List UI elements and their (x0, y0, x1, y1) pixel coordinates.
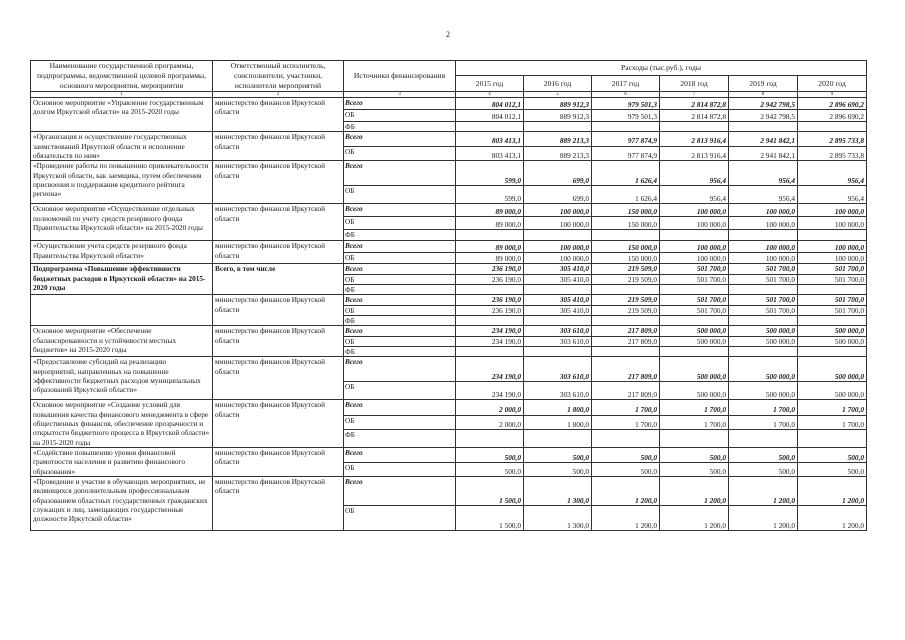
value-cell: 219 509,0 (592, 264, 660, 274)
source-total: Всего (344, 204, 456, 217)
col-index: 7 (660, 92, 729, 98)
value-cell: 305 410,0 (524, 305, 592, 315)
value-cell: 1 200,0 (660, 505, 729, 530)
value-cell: 500 000,0 (729, 336, 798, 346)
value-cell: 2 895 733,8 (798, 146, 867, 161)
value-cell: 500,0 (592, 447, 660, 462)
value-cell: 501 700,0 (798, 305, 867, 315)
value-cell (524, 315, 592, 325)
value-cell: 150 000,0 (592, 241, 660, 253)
value-cell: 2 814 872,8 (660, 98, 729, 110)
source-total: Всего (344, 98, 456, 110)
value-cell: 956,4 (729, 186, 798, 204)
value-cell: 501 700,0 (660, 274, 729, 284)
value-cell: 234 190,0 (456, 382, 524, 400)
row-name: Основное мероприятие «Осуществление отдельных полномочий по учету средств резервного фонда Правительства Иркутской области» на 2015-2020 годы (31, 204, 213, 241)
value-cell (660, 315, 729, 325)
value-cell (660, 346, 729, 356)
value-cell: 2 896 690,2 (798, 98, 867, 110)
value-cell: 305 410,0 (524, 264, 592, 274)
value-cell: 500,0 (456, 462, 524, 476)
source-fb: ФБ (344, 315, 456, 325)
source-total: Всего (344, 326, 456, 336)
value-cell: 2 941 842,1 (729, 132, 798, 146)
value-cell: 979 501,3 (592, 98, 660, 110)
value-cell: 500,0 (798, 447, 867, 462)
value-cell (729, 430, 798, 448)
col-index: 9 (798, 92, 867, 98)
row-responsible: министерство финансов Иркутской области (213, 204, 344, 241)
table-row (31, 447, 867, 462)
source-ob: ОБ (344, 415, 456, 429)
value-cell: 1 200,0 (729, 476, 798, 505)
value-cell (456, 430, 524, 448)
value-cell (798, 315, 867, 325)
col-index: 1 (31, 92, 213, 98)
row-responsible: министерство финансов Иркутской области (213, 98, 344, 132)
value-cell: 2 942 798,5 (729, 98, 798, 110)
value-cell: 2 896 690,2 (798, 110, 867, 122)
col-index: 5 (524, 92, 592, 98)
value-cell: 804 012,1 (456, 110, 524, 122)
value-cell: 100 000,0 (729, 217, 798, 230)
value-cell: 236 190,0 (456, 264, 524, 274)
value-cell: 303 610,0 (524, 336, 592, 346)
row-responsible: министерство финансов Иркутской области (213, 400, 344, 448)
source-total: Всего (344, 241, 456, 253)
value-cell: 1 626,4 (592, 186, 660, 204)
value-cell: 501 700,0 (798, 264, 867, 274)
value-cell: 100 000,0 (660, 241, 729, 253)
value-cell (592, 346, 660, 356)
source-total: Всего (344, 132, 456, 146)
value-cell: 219 509,0 (592, 274, 660, 284)
value-cell: 500,0 (524, 462, 592, 476)
value-cell (524, 284, 592, 294)
col-name-header: Наименование государственной программы, подпрограммы, ведомственной целевой программы, основного мероприятия, мероприятия (31, 61, 213, 92)
table-row (31, 161, 867, 186)
value-cell: 89 000,0 (456, 204, 524, 217)
value-cell (660, 230, 729, 241)
col-index: 3 (344, 92, 456, 98)
value-cell (798, 284, 867, 294)
row-name: «Предоставление субсидий на реализацию мероприятий, направленных на повышение эффективности бюджетных расходов муниципальных образований Иркутской области» (31, 357, 213, 400)
value-cell: 501 700,0 (798, 295, 867, 305)
value-cell: 979 501,3 (592, 110, 660, 122)
value-cell: 1 700,0 (660, 415, 729, 429)
value-cell: 2 000,0 (456, 400, 524, 415)
value-cell: 1 700,0 (798, 400, 867, 415)
value-cell: 956,4 (660, 186, 729, 204)
row-name: «Проведение работы по повышению привлекательности Иркутской области, как заемщика, путем обеспечения присвоения и поддержания кредитного рейтинга региона» (31, 161, 213, 204)
value-cell: 150 000,0 (592, 253, 660, 264)
table-row (31, 204, 867, 217)
source-total: Всего (344, 295, 456, 305)
year-header: 2018 год (660, 76, 729, 92)
row-name: Основное мероприятие «Создание условий для повышения качества финансового менеджмента в сфере общественных финансов, обеспечение прозрачности и открытости бюджетного процесса в Иркутской области» на 2015-2020 годы (31, 400, 213, 448)
table-row (31, 264, 867, 274)
source-fb: ФБ (344, 122, 456, 132)
value-cell: 234 190,0 (456, 336, 524, 346)
value-cell: 100 000,0 (729, 204, 798, 217)
source-ob: ОБ (344, 462, 456, 476)
value-cell: 889 912,3 (524, 110, 592, 122)
value-cell: 977 874,9 (592, 132, 660, 146)
value-cell: 89 000,0 (456, 253, 524, 264)
value-cell: 217 809,0 (592, 326, 660, 336)
source-total: Всего (344, 447, 456, 462)
row-responsible: министерство финансов Иркутской области (213, 132, 344, 161)
value-cell (660, 284, 729, 294)
value-cell: 100 000,0 (660, 253, 729, 264)
value-cell (660, 122, 729, 132)
value-cell: 500,0 (592, 462, 660, 476)
value-cell: 100 000,0 (524, 253, 592, 264)
value-cell: 1 626,4 (592, 161, 660, 186)
value-cell: 500 000,0 (660, 382, 729, 400)
value-cell: 236 190,0 (456, 295, 524, 305)
source-ob: ОБ (344, 336, 456, 346)
source-ob: ОБ (344, 110, 456, 122)
value-cell: 804 012,1 (456, 98, 524, 110)
source-fb: ФБ (344, 230, 456, 241)
source-total: Всего (344, 161, 456, 186)
page-number: 2 (446, 30, 450, 39)
source-fb: ФБ (344, 346, 456, 356)
value-cell (592, 430, 660, 448)
value-cell: 89 000,0 (456, 241, 524, 253)
row-responsible: министерство финансов Иркутской области (213, 357, 344, 400)
value-cell: 2 000,0 (456, 415, 524, 429)
source-ob: ОБ (344, 505, 456, 530)
col-index: 4 (456, 92, 524, 98)
value-cell: 501 700,0 (660, 264, 729, 274)
value-cell (798, 230, 867, 241)
table-row (31, 241, 867, 253)
year-header: 2017 год (592, 76, 660, 92)
table-row (31, 295, 867, 305)
value-cell: 100 000,0 (729, 253, 798, 264)
value-cell: 100 000,0 (524, 217, 592, 230)
value-cell: 500 000,0 (798, 326, 867, 336)
value-cell: 501 700,0 (729, 295, 798, 305)
source-total: Всего (344, 400, 456, 415)
value-cell (660, 430, 729, 448)
table-row (31, 357, 867, 382)
row-name: Основное мероприятие «Обеспечение сбалансированности и устойчивости местных бюджетов» на 2015-2020 годы (31, 326, 213, 357)
value-cell: 2 895 733,8 (798, 132, 867, 146)
row-name: Подпрограмма «Повышение эффективности бюджетных расходов в Иркутской области» на 2015-2020 годы (31, 264, 213, 295)
value-cell: 1 700,0 (592, 415, 660, 429)
table-row (31, 326, 867, 336)
value-cell: 89 000,0 (456, 217, 524, 230)
value-cell: 150 000,0 (592, 217, 660, 230)
value-cell: 303 610,0 (524, 382, 592, 400)
value-cell (524, 122, 592, 132)
value-cell: 501 700,0 (729, 274, 798, 284)
value-cell: 236 190,0 (456, 274, 524, 284)
value-cell: 500 000,0 (798, 336, 867, 346)
col-src-header: Источники финансирования (344, 61, 456, 92)
value-cell (524, 346, 592, 356)
value-cell (456, 284, 524, 294)
value-cell (729, 122, 798, 132)
value-cell: 150 000,0 (592, 204, 660, 217)
value-cell: 1 700,0 (798, 415, 867, 429)
value-cell (729, 346, 798, 356)
value-cell (798, 346, 867, 356)
value-cell: 956,4 (729, 161, 798, 186)
value-cell: 803 413,1 (456, 132, 524, 146)
value-cell (524, 230, 592, 241)
value-cell: 217 809,0 (592, 336, 660, 346)
value-cell: 234 190,0 (456, 326, 524, 336)
value-cell (456, 122, 524, 132)
value-cell: 501 700,0 (729, 305, 798, 315)
value-cell: 100 000,0 (798, 253, 867, 264)
value-cell (592, 284, 660, 294)
source-total: Всего (344, 476, 456, 505)
row-name: «Проведение и участие в обучающих мероприятиях, не являющихся дополнительным профессиональным образованием областных государственных гражданских служащих и лиц, замещающих государственные должности Иркутской области» (31, 476, 213, 530)
value-cell: 1 300,0 (524, 505, 592, 530)
source-ob: ОБ (344, 253, 456, 264)
row-responsible: министерство финансов Иркутской области (213, 447, 344, 476)
value-cell: 500 000,0 (660, 357, 729, 382)
col-index: 8 (729, 92, 798, 98)
value-cell: 1 200,0 (729, 505, 798, 530)
value-cell: 1 500,0 (456, 505, 524, 530)
value-cell: 500 000,0 (798, 382, 867, 400)
value-cell: 501 700,0 (798, 274, 867, 284)
col-index: 2 (213, 92, 344, 98)
value-cell: 500 000,0 (660, 336, 729, 346)
row-name: «Содействие повышению уровня финансовой грамотности населения и развитию финансового образования» (31, 447, 213, 476)
value-cell: 100 000,0 (729, 241, 798, 253)
col-resp-header: Ответственный исполнитель, соисполнители, участники, исполнители мероприятий (213, 61, 344, 92)
source-ob: ОБ (344, 146, 456, 161)
value-cell: 500,0 (729, 447, 798, 462)
value-cell: 1 700,0 (729, 415, 798, 429)
value-cell: 500,0 (660, 447, 729, 462)
expenditure-table (30, 60, 867, 531)
value-cell: 1 700,0 (660, 400, 729, 415)
value-cell: 100 000,0 (660, 217, 729, 230)
value-cell: 956,4 (660, 161, 729, 186)
value-cell: 599,0 (456, 161, 524, 186)
value-cell: 1 800,0 (524, 400, 592, 415)
value-cell: 500 000,0 (729, 326, 798, 336)
col-index: 6 (592, 92, 660, 98)
year-header: 2015 год (456, 76, 524, 92)
row-responsible: министерство финансов Иркутской области (213, 326, 344, 357)
value-cell: 977 874,9 (592, 146, 660, 161)
source-ob: ОБ (344, 305, 456, 315)
row-name (31, 295, 213, 326)
row-name: «Организация и осуществление государственных заимствований Иркутской области и исполнение обязательств по ним» (31, 132, 213, 161)
value-cell: 500 000,0 (729, 382, 798, 400)
table-row (31, 476, 867, 505)
row-responsible: министерство финансов Иркутской области (213, 476, 344, 530)
value-cell: 1 700,0 (592, 400, 660, 415)
value-cell: 803 413,1 (456, 146, 524, 161)
value-cell: 236 190,0 (456, 305, 524, 315)
value-cell: 500 000,0 (729, 357, 798, 382)
value-cell: 500 000,0 (798, 357, 867, 382)
value-cell: 500,0 (798, 462, 867, 476)
value-cell (592, 122, 660, 132)
value-cell: 100 000,0 (524, 204, 592, 217)
value-cell: 2 941 842,1 (729, 146, 798, 161)
row-name: Основное мероприятие «Управление государственным долгом Иркутской области» на 2015-2020 годы (31, 98, 213, 132)
row-name: «Осуществление учета средств резервного фонда Правительства Иркутской области» (31, 241, 213, 264)
value-cell: 2 814 872,8 (660, 110, 729, 122)
value-cell: 100 000,0 (798, 217, 867, 230)
value-cell: 217 809,0 (592, 357, 660, 382)
value-cell: 889 213,3 (524, 146, 592, 161)
source-ob: ОБ (344, 186, 456, 204)
value-cell: 889 912,3 (524, 98, 592, 110)
value-cell: 1 800,0 (524, 415, 592, 429)
value-cell (524, 430, 592, 448)
value-cell (456, 346, 524, 356)
value-cell: 501 700,0 (660, 295, 729, 305)
value-cell: 219 509,0 (592, 295, 660, 305)
value-cell: 889 213,3 (524, 132, 592, 146)
value-cell (592, 230, 660, 241)
value-cell: 956,4 (798, 161, 867, 186)
row-responsible: министерство финансов Иркутской области (213, 241, 344, 264)
value-cell: 500,0 (729, 462, 798, 476)
value-cell: 956,4 (798, 186, 867, 204)
value-cell: 501 700,0 (660, 305, 729, 315)
year-header: 2020 год (798, 76, 867, 92)
value-cell (798, 122, 867, 132)
value-cell: 599,0 (456, 186, 524, 204)
source-ob: ОБ (344, 217, 456, 230)
value-cell: 2 813 916,4 (660, 132, 729, 146)
row-responsible: министерство финансов Иркутской области (213, 295, 344, 326)
value-cell: 500 000,0 (660, 326, 729, 336)
source-total: Всего (344, 357, 456, 382)
source-fb: ФБ (344, 430, 456, 448)
source-fb: ФБ (344, 284, 456, 294)
source-total: Всего (344, 264, 456, 274)
value-cell (729, 284, 798, 294)
value-cell: 219 509,0 (592, 305, 660, 315)
value-cell (729, 230, 798, 241)
value-cell: 305 410,0 (524, 295, 592, 305)
row-responsible: Всего, в том числе (213, 264, 344, 295)
value-cell (592, 315, 660, 325)
table-row (31, 132, 867, 146)
value-cell: 1 200,0 (798, 476, 867, 505)
value-cell: 501 700,0 (729, 264, 798, 274)
table-row (31, 400, 867, 415)
value-cell: 100 000,0 (660, 204, 729, 217)
value-cell: 1 200,0 (592, 476, 660, 505)
value-cell: 699,0 (524, 161, 592, 186)
source-ob: ОБ (344, 274, 456, 284)
year-header: 2016 год (524, 76, 592, 92)
source-ob: ОБ (344, 382, 456, 400)
value-cell: 1 200,0 (798, 505, 867, 530)
value-cell: 500,0 (524, 447, 592, 462)
table-row (31, 98, 867, 110)
value-cell: 1 500,0 (456, 476, 524, 505)
value-cell: 1 200,0 (660, 476, 729, 505)
value-cell: 1 700,0 (729, 400, 798, 415)
value-cell: 500,0 (456, 447, 524, 462)
value-cell (729, 315, 798, 325)
value-cell: 1 300,0 (524, 476, 592, 505)
year-header: 2019 год (729, 76, 798, 92)
value-cell (456, 230, 524, 241)
value-cell: 305 410,0 (524, 274, 592, 284)
value-cell: 2 942 798,5 (729, 110, 798, 122)
value-cell: 699,0 (524, 186, 592, 204)
value-cell: 234 190,0 (456, 357, 524, 382)
value-cell (798, 430, 867, 448)
col-exp-header: Расходы (тыс.руб.), годы (456, 61, 867, 76)
value-cell: 303 610,0 (524, 357, 592, 382)
value-cell: 217 809,0 (592, 382, 660, 400)
value-cell: 303 610,0 (524, 326, 592, 336)
value-cell: 500,0 (660, 462, 729, 476)
value-cell: 100 000,0 (798, 204, 867, 217)
row-responsible: министерство финансов Иркутской области (213, 161, 344, 204)
value-cell: 100 000,0 (524, 241, 592, 253)
value-cell: 2 813 916,4 (660, 146, 729, 161)
value-cell: 100 000,0 (798, 241, 867, 253)
value-cell (456, 315, 524, 325)
value-cell: 1 200,0 (592, 505, 660, 530)
